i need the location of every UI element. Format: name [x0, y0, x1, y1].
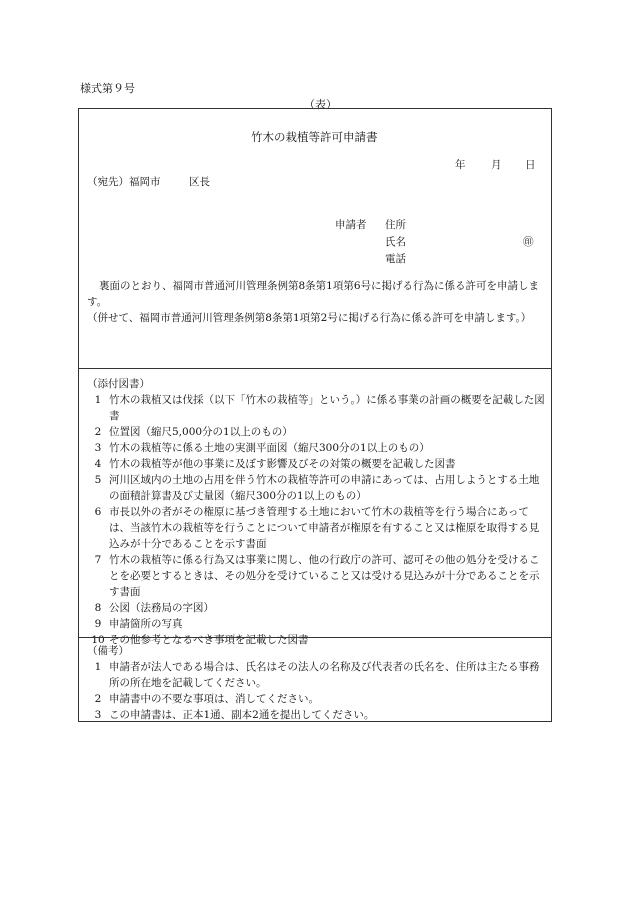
- item-number: 3: [94, 709, 102, 721]
- item-text: 竹木の栽植等に係る土地の実測平面図（縮尺300分の1以上のもの）: [109, 442, 430, 454]
- attachments-list: [87, 392, 549, 648]
- item-text: 位置図（縮尺5,000分の1以上のもの）: [109, 426, 293, 438]
- date-year-label: 年: [455, 159, 466, 171]
- item-text: 申請者が法人である場合は、氏名はその法人の名称及び代表者の氏名を、住所は主たる事務所の所在地を記載してください。: [109, 661, 540, 689]
- list-item: [87, 707, 549, 723]
- notes-list: [87, 659, 549, 723]
- side-label: （表）: [304, 98, 337, 111]
- item-number: 2: [94, 693, 102, 705]
- section-divider: [79, 637, 551, 638]
- list-item: [87, 472, 549, 504]
- request-statement: 裏面のとおり、福岡市普通河川管理条例第8条第1項第6号に掲げる行為に係る許可を申請します。: [87, 280, 540, 308]
- item-number: 1: [94, 661, 102, 673]
- item-text: この申請書は、正本1通、副本2通を提出してください。: [109, 709, 375, 721]
- section-divider: [79, 368, 551, 369]
- item-text: 竹木の栽植等に係る行為又は事業に関し、他の行政庁の許可、認可その他の処分を受けることを必要とするときは、その処分を受けていること又は受ける見込みが十分であることを示す書面: [109, 554, 540, 598]
- list-item: [87, 392, 549, 424]
- attachments-heading: （添付図書）: [87, 378, 150, 390]
- list-item: [87, 504, 549, 552]
- item-number: 4: [94, 458, 102, 470]
- list-item: [87, 440, 549, 456]
- applicant-label: 申請者: [335, 219, 367, 231]
- list-item: [87, 456, 549, 472]
- item-text: その他参考となるべき事項を記載した図書: [109, 634, 309, 646]
- item-text: 竹木の栽植又は伐採（以下「竹木の栽植等」という。）に係る事業の計画の概要を記載した図書: [109, 394, 545, 422]
- list-item: [87, 659, 549, 691]
- list-item: [87, 616, 549, 632]
- item-number: 9: [94, 618, 102, 630]
- list-item: [87, 600, 549, 616]
- applicant-address-label: 住所: [385, 219, 406, 231]
- applicant-phone-label: 電話: [385, 253, 406, 265]
- date-day-label: 日: [525, 159, 536, 171]
- item-text: 申請箇所の写真: [109, 618, 183, 630]
- item-text: 河川区域内の土地の占用を伴う竹木の栽植等許可の申請にあっては、占用しようとする土地の面積計算書及び丈量図（縮尺300分の1以上のもの）: [109, 474, 540, 502]
- list-item: [87, 552, 549, 600]
- item-text: 申請書中の不要な事項は、消してください。: [109, 693, 319, 705]
- item-number: 8: [94, 602, 102, 614]
- form-number: 様式第９号: [80, 82, 135, 95]
- date-month-label: 月: [491, 159, 502, 171]
- list-item: [87, 691, 549, 707]
- item-number: 10: [91, 634, 105, 646]
- item-number: 1: [94, 394, 102, 406]
- item-number: 6: [94, 506, 102, 518]
- applicant-name-label: 氏名: [385, 236, 406, 248]
- item-number: 2: [94, 426, 102, 438]
- notes-heading: （備考）: [87, 645, 129, 657]
- addressee-title: 区長: [189, 176, 210, 188]
- item-number: 7: [94, 554, 102, 566]
- additional-request-statement: （併せて、福岡市普通河川管理条例第8条第1項第2号に掲げる行為に係る許可を申請します。）: [87, 312, 532, 324]
- list-item: [87, 424, 549, 440]
- list-item: [87, 632, 549, 648]
- item-text: 市長以外の者がその権原に基づき管理する土地において竹木の栽植等を行う場合にあっては、当該竹木の栽植等を行うことについて申請者が権原を有すること又は権原を取得する見込みが十分であることを示す書面: [109, 506, 540, 550]
- application-form: [78, 108, 552, 722]
- item-text: 竹木の栽植等が他の事業に及ぼす影響及びその対策の概要を記載した図書: [109, 458, 456, 470]
- seal-mark-icon: ㊞: [523, 236, 534, 248]
- addressee: （宛先）福岡市: [87, 176, 161, 188]
- document-title: 竹木の栽植等許可申請書: [251, 130, 378, 144]
- item-text: 公図（法務局の字図）: [109, 602, 214, 614]
- item-number: 5: [94, 474, 102, 486]
- item-number: 3: [94, 442, 102, 454]
